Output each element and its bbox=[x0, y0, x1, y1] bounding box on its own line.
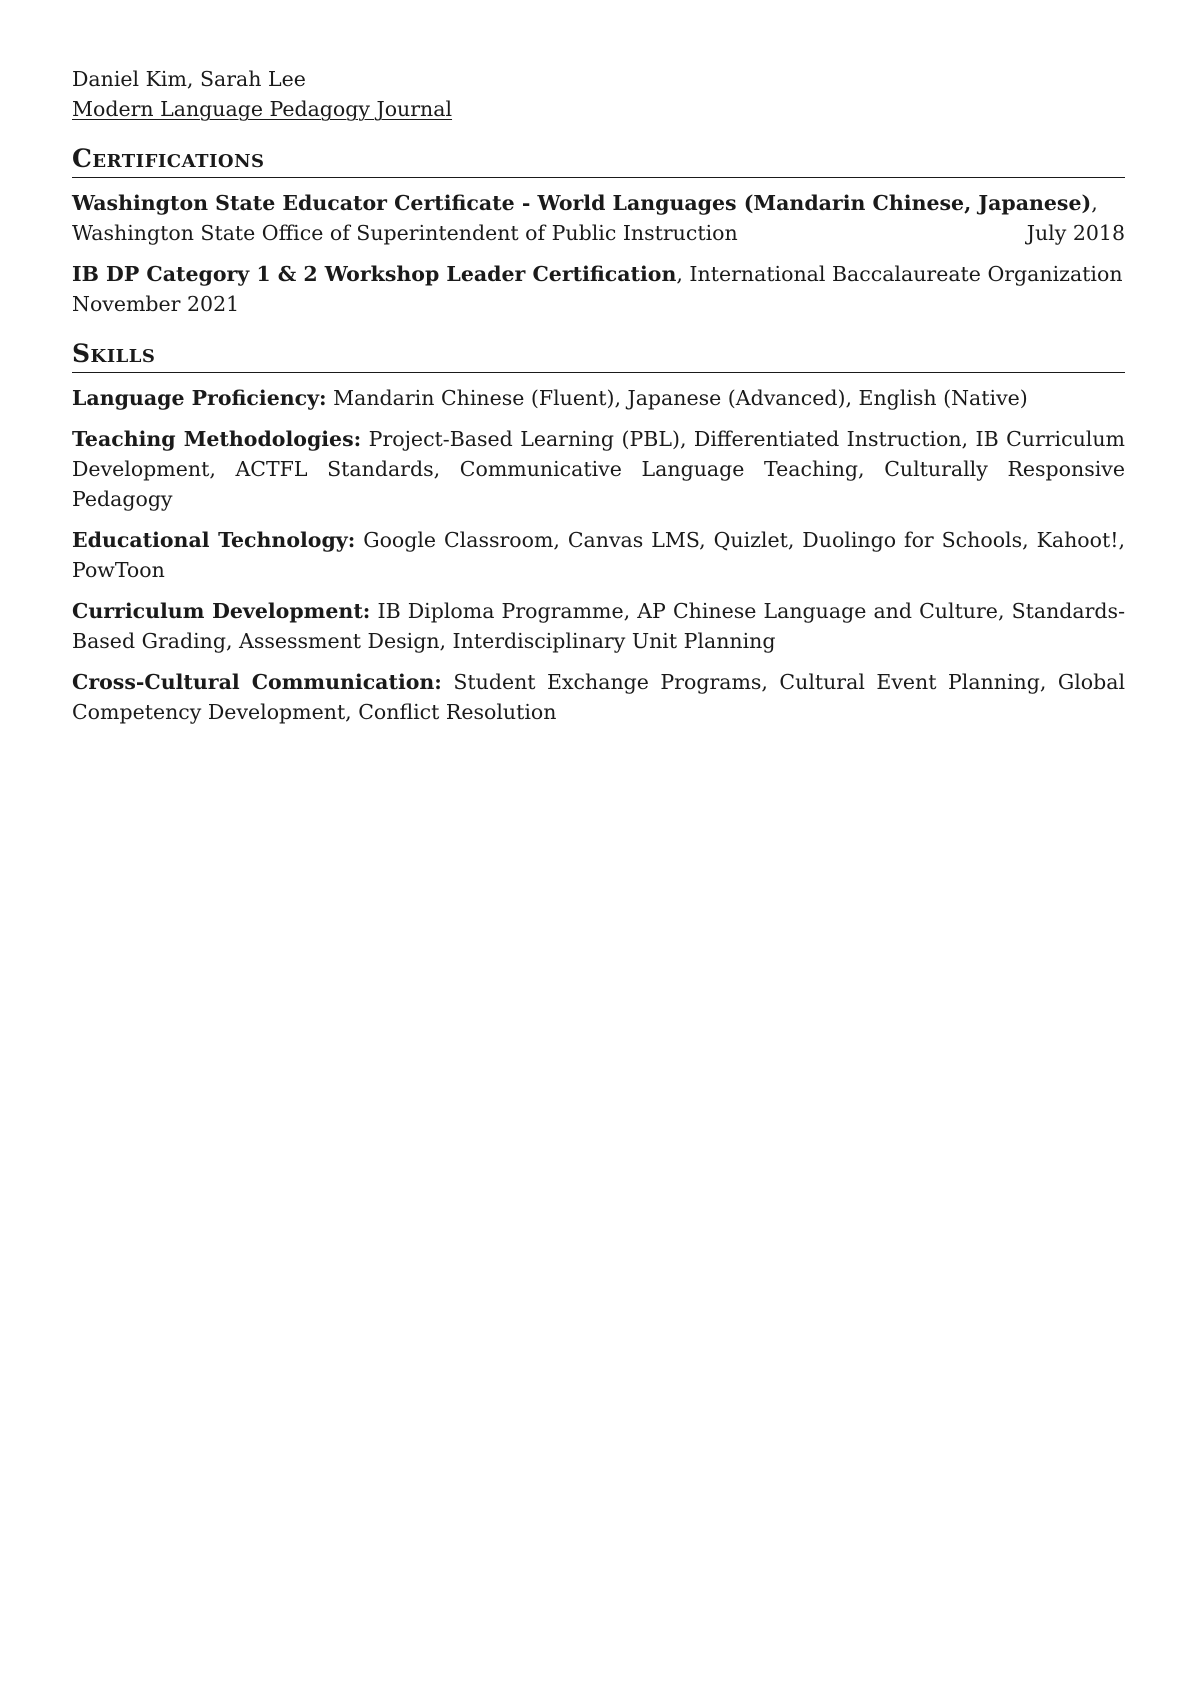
certifications-heading: Certifications bbox=[72, 142, 1125, 178]
certification-title-line bbox=[72, 188, 1125, 218]
skill-text: Student Exchange Programs, Cultural Event Planning, Global Competency Development, Conflict Resolution bbox=[72, 670, 1126, 724]
certification-date: July 2018 bbox=[1026, 221, 1125, 245]
skills-section bbox=[72, 337, 1125, 727]
skill-item bbox=[72, 525, 1125, 585]
skill-label: Cross-Cultural Communication: bbox=[72, 670, 442, 694]
skill-text: IB Diploma Programme, AP Chinese Language and Culture, Standards-Based Grading, Assessment Design, Interdisciplinary Unit Planning bbox=[72, 599, 1125, 653]
skill-label: Curriculum Development: bbox=[72, 599, 371, 623]
certification-title: Washington State Educator Certificate - World Languages (Mandarin Chinese, Japanese) bbox=[72, 191, 1092, 215]
certification-title-line bbox=[72, 259, 1125, 289]
certification-date: November 2021 bbox=[72, 292, 240, 316]
certification-title-suffix: , bbox=[1091, 191, 1098, 215]
certification-title: IB DP Category 1 & 2 Workshop Leader Certification bbox=[72, 262, 677, 286]
certification-issuer: , International Baccalaureate Organization bbox=[676, 262, 1123, 286]
skill-item bbox=[72, 667, 1125, 727]
skill-text: Google Classroom, Canvas LMS, Quizlet, Duolingo for Schools, Kahoot!, PowToon bbox=[72, 528, 1125, 582]
certification-item bbox=[72, 188, 1125, 248]
certification-details-line bbox=[72, 218, 1125, 248]
skill-label: Educational Technology: bbox=[72, 528, 356, 552]
skills-heading: Skills bbox=[72, 337, 1125, 373]
certification-item bbox=[72, 259, 1125, 319]
publication-entry bbox=[72, 64, 1125, 124]
skill-label: Teaching Methodologies: bbox=[72, 427, 362, 451]
skill-item bbox=[72, 383, 1125, 413]
publication-authors: Daniel Kim, Sarah Lee bbox=[72, 67, 306, 91]
skill-item bbox=[72, 596, 1125, 656]
certification-issuer: Washington State Office of Superintendent of Public Instruction bbox=[72, 221, 738, 245]
skill-label: Language Proficiency: bbox=[72, 386, 327, 410]
resume-page bbox=[72, 64, 1125, 738]
skill-text: Project-Based Learning (PBL), Differentiated Instruction, IB Curriculum Development, ACTFL Standards, Communicative Language Teaching, Culturally Responsive Pedagogy bbox=[72, 427, 1125, 511]
skill-item bbox=[72, 424, 1125, 514]
certifications-section bbox=[72, 142, 1125, 319]
journal-link[interactable]: Modern Language Pedagogy Journal bbox=[72, 97, 453, 121]
skill-text: Mandarin Chinese (Fluent), Japanese (Advanced), English (Native) bbox=[326, 386, 1028, 410]
